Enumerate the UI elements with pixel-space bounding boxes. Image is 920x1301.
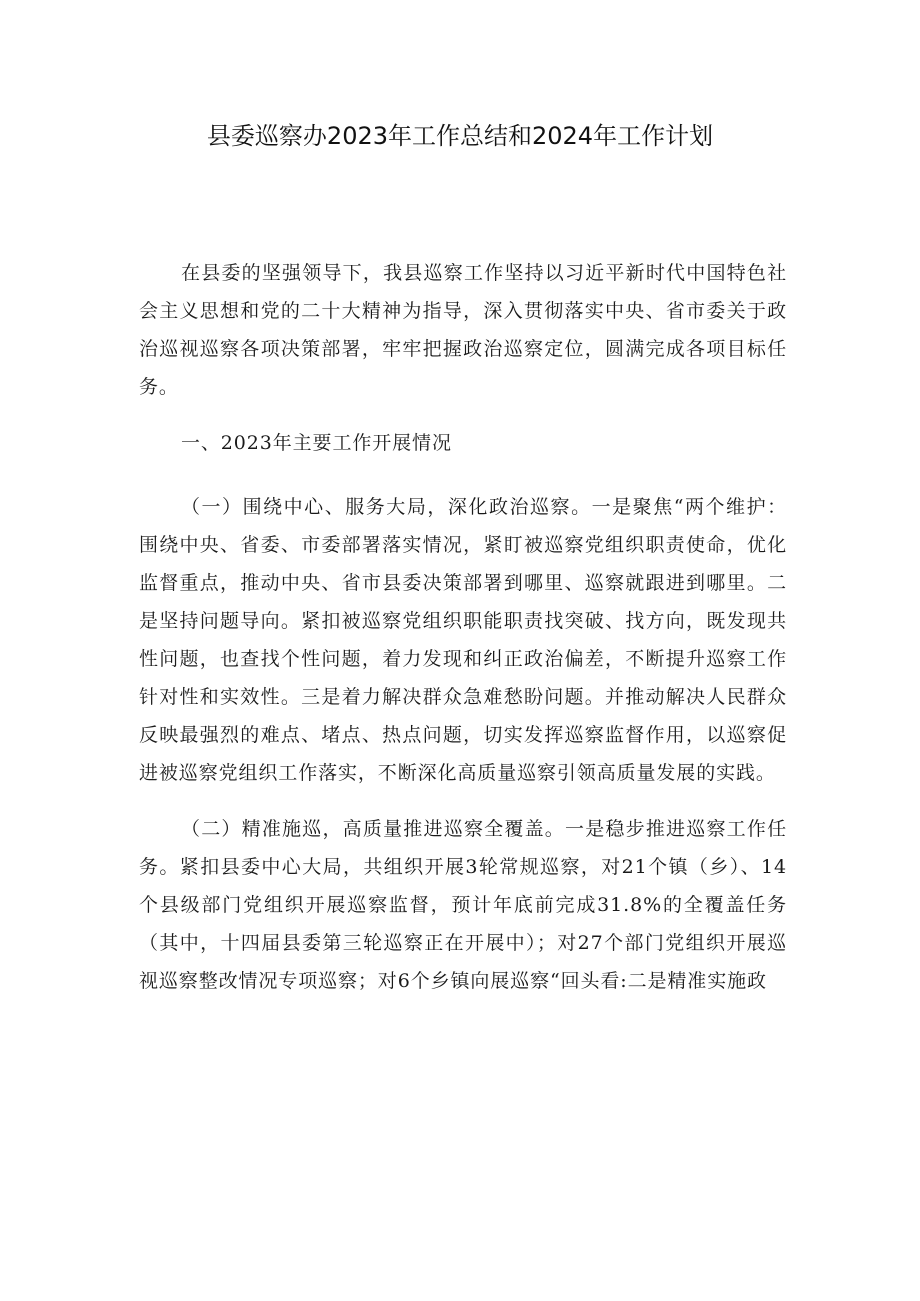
- section-paragraph-1: （一）围绕中心、服务大局，深化政治巡察。一是聚焦“两个维护：围绕中央、省委、市委部署落实情况，紧盯被巡察党组织职责使命，优化监督重点，推动中央、省市县委决策部署到哪里、巡察就跟进到哪里。二是坚持问题导向。紧扣被巡察党组织职能职责找突破、找方向，既发现共性问题，也查找个性问题，着力发现和纠正政治偏差，不断提升巡察工作针对性和实效性。三是着力解决群众急难愁盼问题。并推动解决人民群众反映最强烈的难点、堵点、热点问题，切实发挥巡察监督作用，以巡察促进被巡察党组织工作落实，不断深化高质量巡察引领高质量发展的实践。: [139, 496, 787, 784]
- intro-paragraph: 在县委的坚强领导下，我县巡察工作坚持以习近平新时代中国特色社会主义思想和党的二十大精神为指导，深入贯彻落实中央、省市委关于政治巡视巡察各项决策部署，牢牢把握政治巡察定位，圆满完成各项目标任务。: [139, 262, 787, 398]
- document-body: [139, 254, 787, 1018]
- section-heading: 一、2023年主要工作开展情况: [181, 432, 452, 454]
- document-title: 县委巡察办2023年工作总结和2024年工作计划: [206, 122, 714, 150]
- section-paragraph-2: （二）精准施巡，高质量推进巡察全覆盖。一是稳步推进巡察工作任务。紧扣县委中心大局，共组织开展3轮常规巡察，对21个镇（乡）、14个县级部门党组织开展巡察监督，预计年底前完成31.8%的全覆盖任务（其中，十四届县委第三轮巡察正在开展中）；对27个部门党组织开展巡视巡察整改情况专项巡察；对6个乡镇向展巡察“回头看:二是精准实施政: [139, 818, 787, 992]
